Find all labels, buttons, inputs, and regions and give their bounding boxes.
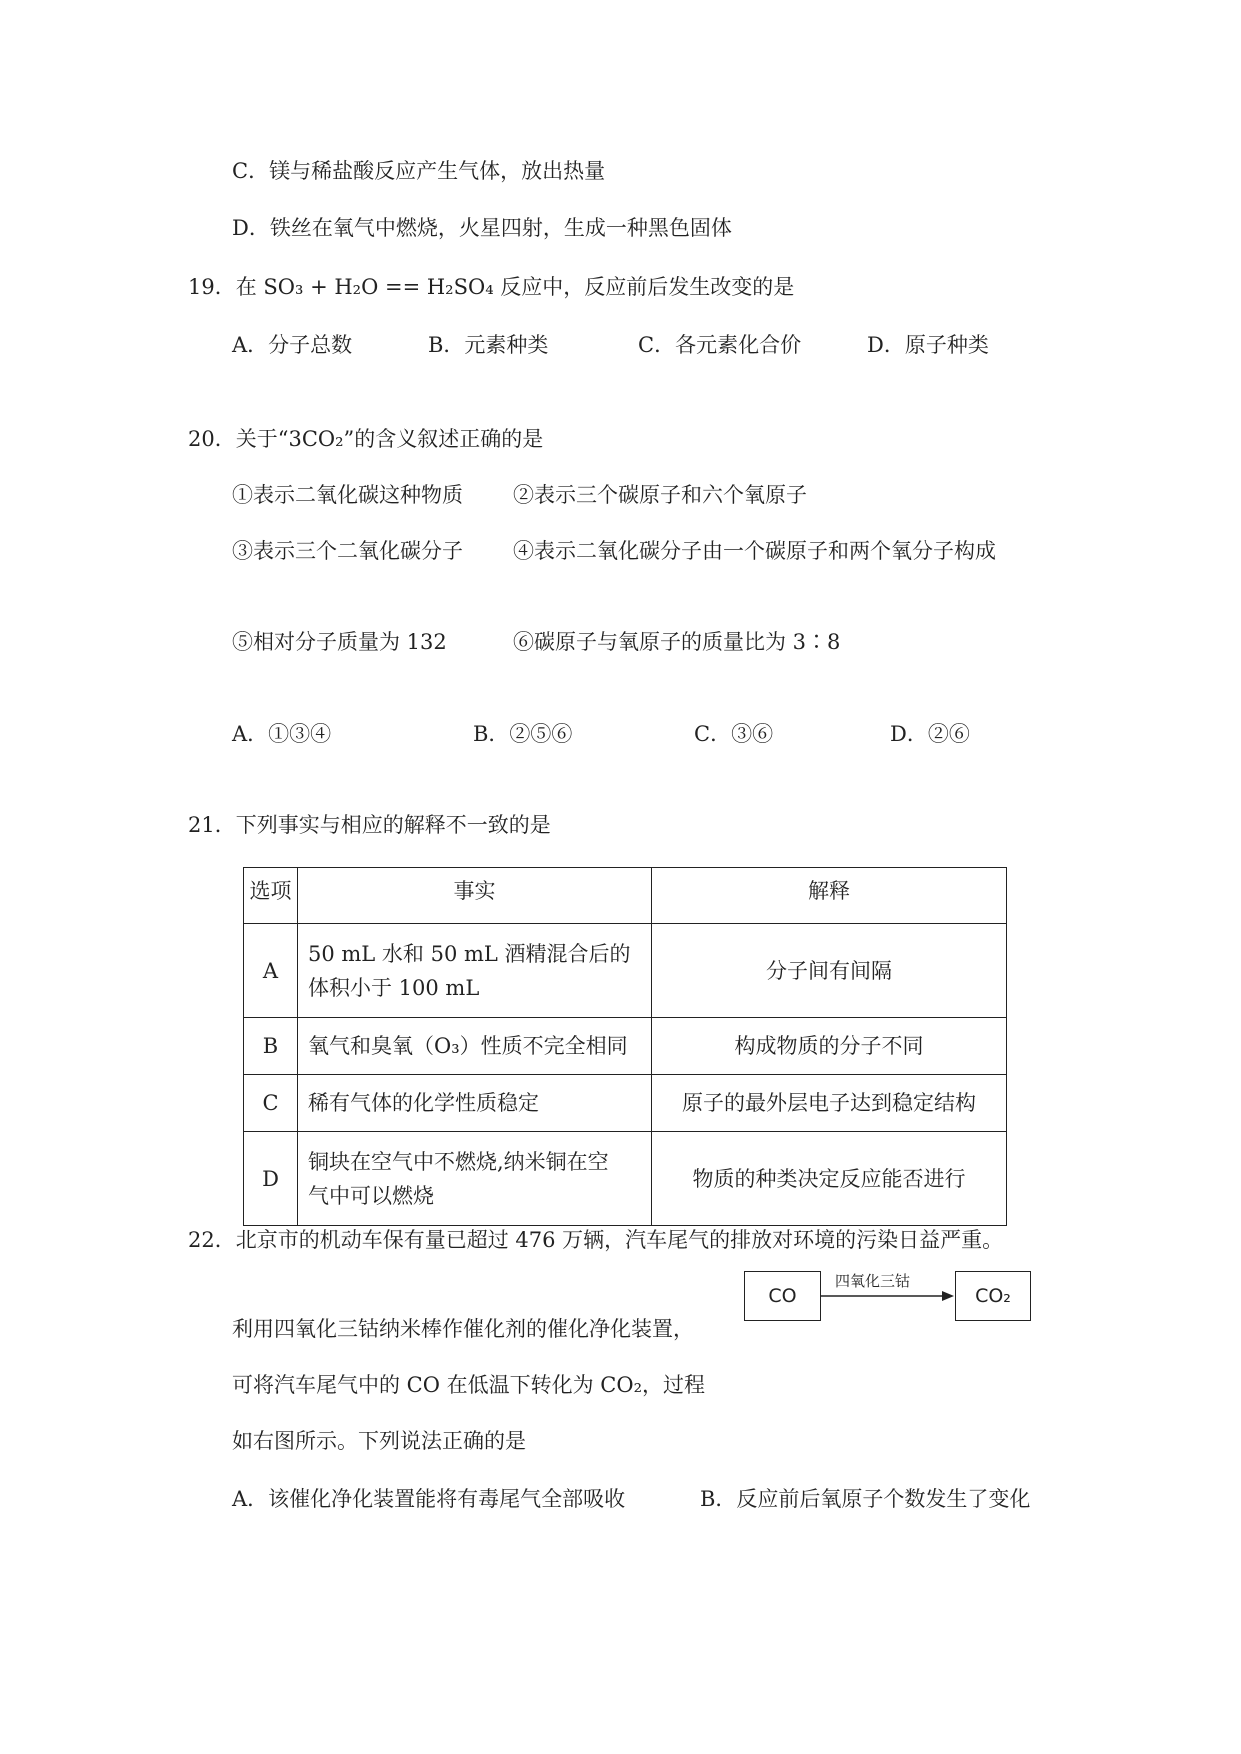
q20-option-b: B．②⑤⑥ (473, 722, 573, 746)
q20-option-c: C．③⑥ (694, 722, 774, 746)
q20-option-a: A．①③④ (232, 722, 332, 746)
q19-option-c: C．各元素化合价 (638, 333, 802, 357)
q22-option-a: A．该催化净化装置能将有毒尾气全部吸收 (232, 1487, 626, 1511)
table-row (244, 1132, 1007, 1226)
q18-option-d: D．铁丝在氧气中燃烧，火星四射，生成一种黑色固体 (232, 216, 732, 240)
row-fact-line: 铜块在空气中不燃烧,纳米铜在空 (308, 1149, 609, 1174)
row-explanation: 物质的种类决定反应能否进行 (652, 1132, 1007, 1226)
table-row (244, 1018, 1007, 1075)
diagram-box-co2 (955, 1271, 1031, 1321)
diagram-box-co (744, 1271, 821, 1321)
q22-line-4: 如右图所示。下列说法正确的是 (232, 1429, 526, 1453)
q20-statement-6: ⑥碳原子与氧原子的质量比为 3∶8 (513, 630, 841, 654)
row-option: D (244, 1132, 298, 1226)
q19-option-d: D．原子种类 (867, 333, 989, 357)
q19-option-a: A．分子总数 (232, 333, 353, 357)
header-option: 选项 (244, 868, 298, 924)
row-fact (298, 924, 652, 1018)
table-header-row (244, 868, 1007, 924)
row-option: A (244, 924, 298, 1018)
q21-stem: 21．下列事实与相应的解释不一致的是 (188, 813, 551, 837)
table-row (244, 924, 1007, 1018)
row-option: B (244, 1018, 298, 1075)
row-fact-line: 50 mL 水和 50 mL 酒精混合后的 (308, 941, 631, 966)
diagram-product: CO₂ (975, 1285, 1011, 1307)
row-explanation: 构成物质的分子不同 (652, 1018, 1007, 1075)
row-explanation: 分子间有间隔 (652, 924, 1007, 1018)
q19-option-b: B．元素种类 (428, 333, 549, 357)
row-fact-line: 气中可以燃烧 (308, 1183, 434, 1208)
q22-stem: 22．北京市的机动车保有量已超过 476 万辆，汽车尾气的排放对环境的污染日益严重。 (188, 1228, 1004, 1252)
table-row (244, 1075, 1007, 1132)
q20-statement-4: ④表示二氧化碳分子由一个碳原子和两个氧分子构成 (513, 539, 996, 563)
q20-statement-5: ⑤相对分子质量为 132 (232, 630, 447, 654)
q18-option-c: C．镁与稀盐酸反应产生气体，放出热量 (232, 159, 606, 183)
q20-statement-2: ②表示三个碳原子和六个氧原子 (513, 483, 807, 507)
row-fact (298, 1132, 652, 1226)
row-option: C (244, 1075, 298, 1132)
header-fact: 事实 (298, 868, 652, 924)
row-fact: 氧气和臭氧（O₃）性质不完全相同 (298, 1018, 652, 1075)
q19-stem: 19．在 SO₃ + H₂O == H₂SO₄ 反应中，反应前后发生改变的是 (188, 275, 795, 299)
diagram-reactant: CO (768, 1285, 797, 1307)
q20-option-d: D．②⑥ (890, 722, 970, 746)
q20-statement-3: ③表示三个二氧化碳分子 (232, 539, 463, 563)
q22-line-2: 利用四氧化三钴纳米棒作催化剂的催化净化装置， (232, 1317, 694, 1341)
row-fact: 稀有气体的化学性质稳定 (298, 1075, 652, 1132)
diagram-catalyst-label: 四氧化三钴 (835, 1272, 911, 1290)
q22-option-b: B．反应前后氧原子个数发生了变化 (700, 1487, 1031, 1511)
row-explanation: 原子的最外层电子达到稳定结构 (652, 1075, 1007, 1132)
q22-line-3: 可将汽车尾气中的 CO 在低温下转化为 CO₂，过程 (232, 1373, 706, 1397)
q20-statement-1: ①表示二氧化碳这种物质 (232, 483, 463, 507)
q21-facts-table (243, 867, 1007, 1226)
row-fact-line: 体积小于 100 mL (308, 975, 480, 1000)
arrow-right-icon (820, 1280, 956, 1304)
q20-stem: 20．关于“3CO₂”的含义叙述正确的是 (188, 427, 544, 451)
header-explanation: 解释 (652, 868, 1007, 924)
